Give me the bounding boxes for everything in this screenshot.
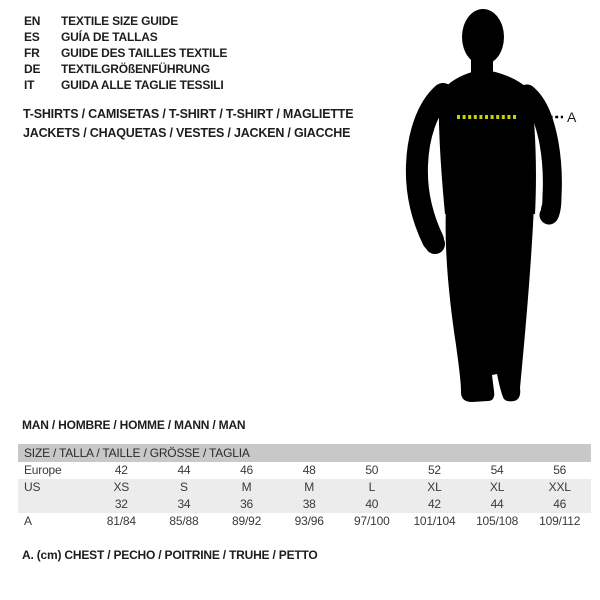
row-label: Europe	[24, 463, 62, 477]
size-cell: XL	[427, 480, 442, 494]
size-cell: 36	[240, 497, 254, 511]
size-cell: 42	[114, 463, 128, 477]
language-row-de	[24, 61, 227, 77]
measurement-footnote: A. (cm) CHEST / PECHO / POITRINE / TRUHE / PETTO	[22, 548, 318, 562]
size-cell: XXL	[548, 480, 571, 494]
size-cell: 109/112	[539, 514, 581, 528]
size-cell: 54	[490, 463, 504, 477]
size-cell: 93/96	[294, 514, 324, 528]
category-line-tshirts: T-SHIRTS / CAMISETAS / T-SHIRT / T-SHIRT / MAGLIETTE	[23, 107, 354, 121]
language-code: ES	[24, 30, 40, 44]
size-table-header: SIZE / TALLA / TAILLE / GRÖSSE / TAGLIA	[18, 444, 591, 462]
language-row-es	[24, 29, 227, 45]
size-row-europe	[18, 462, 591, 479]
size-cell: 89/92	[232, 514, 262, 528]
size-cell: 46	[240, 463, 254, 477]
size-cell: 40	[365, 497, 379, 511]
category-line-jackets: JACKETS / CHAQUETAS / VESTES / JACKEN / GIACCHE	[23, 126, 351, 140]
language-label: TEXTILE SIZE GUIDE	[61, 14, 179, 28]
size-cell: 105/108	[476, 514, 519, 528]
size-cell: 32	[114, 497, 128, 511]
language-label: GUIDE DES TAILLES TEXTILE	[61, 46, 228, 60]
row-label	[18, 496, 90, 513]
size-cell: M	[304, 480, 315, 494]
size-cell: 42	[427, 497, 441, 511]
size-cell: 52	[427, 463, 441, 477]
size-cell: 34	[177, 497, 191, 511]
size-cell: 46	[553, 497, 567, 511]
size-row-us-numeric	[18, 496, 591, 513]
language-label: TEXTILGRÖßENFÜHRUNG	[61, 62, 210, 76]
man-figure	[405, 0, 600, 410]
size-cell: L	[368, 480, 376, 494]
language-code: FR	[24, 46, 40, 60]
man-silhouette	[417, 9, 559, 402]
language-code: IT	[24, 78, 35, 92]
man-silhouette-svg	[405, 0, 600, 410]
size-table	[18, 444, 591, 530]
size-cell: S	[180, 480, 188, 494]
size-cell: 44	[490, 497, 504, 511]
language-row-en	[24, 13, 227, 29]
language-label: GUÍA DE TALLAS	[61, 30, 158, 44]
section-heading-man: MAN / HOMBRE / HOMME / MANN / MAN	[22, 418, 246, 432]
row-label: US	[24, 480, 41, 494]
size-cell: 101/104	[413, 514, 456, 528]
size-cell: 44	[177, 463, 191, 477]
size-row-chest-a	[18, 513, 591, 530]
size-cell: 56	[553, 463, 567, 477]
size-cell: XL	[489, 480, 505, 494]
row-label: A	[24, 514, 32, 528]
language-row-fr	[24, 45, 227, 61]
size-cell: 85/88	[169, 514, 199, 528]
size-cell: M	[241, 480, 252, 494]
language-list	[24, 13, 227, 93]
size-cell: XS	[113, 480, 130, 494]
size-cell: 50	[365, 463, 379, 477]
language-label: GUIDA ALLE TAGLIE TESSILI	[61, 78, 224, 92]
language-row-it	[24, 77, 227, 93]
measure-label-a: A	[567, 109, 577, 125]
size-cell: 81/84	[106, 514, 136, 528]
language-code: DE	[24, 62, 41, 76]
size-cell: 48	[302, 463, 316, 477]
size-cell: 97/100	[354, 514, 390, 528]
size-cell: 38	[302, 497, 316, 511]
size-row-us-letters	[18, 479, 591, 496]
language-code: EN	[24, 14, 41, 28]
category-headings	[23, 105, 353, 143]
